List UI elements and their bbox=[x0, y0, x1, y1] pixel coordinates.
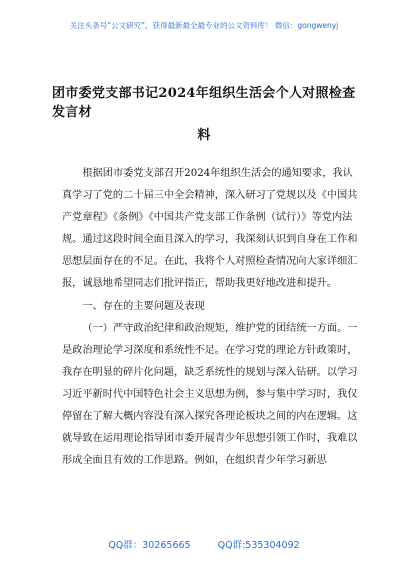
qq-group-1: QQ群：30265665 bbox=[108, 540, 191, 551]
body-paragraph: （一）严守政治纪律和政治规矩，维护党的团结统一方面。一是政治理论学习深度和系统性不足。在学习党的理论方针政策时，我存在明显的碎片化问题，缺乏系统性的规划与深入钻研。以学习习近平新时代中国特色社会主义思想为例，参与集中学习时，我仅停留在了解大概内容没有深入探究各理论板块之间的内在逻辑。这就导致在运用理论指导团市委开展青少年思想引领工作时，我难以形成全面且有效的工作思路。例如，在组织青少年学习新思 bbox=[62, 322, 358, 467]
section-heading: 一、存在的主要问题及表现 bbox=[82, 300, 205, 312]
document-title-continued: 料 bbox=[197, 128, 211, 143]
document-body bbox=[62, 163, 358, 472]
document-title: 团市委党支部书记2024年组织生活会个人对照检查发言材 bbox=[52, 86, 356, 120]
intro-paragraph: 根据团市委党支部召开2024年组织生活会的通知要求，我认真学习了党的二十届三中全会精神，深入研习了党规以及《中国共产党章程》《条例》《中国共产党支部工作条例（试行）》等党内法规。通过这段时间全面且深入的学习，我深刻认识到自身在工作和思想层面存在的不足。在此，我将个人对照检查情况向大家详细汇报，诚恳地希望同志们批评指正，帮助我更好地改进和提升。 bbox=[62, 168, 358, 290]
footer-contact bbox=[0, 537, 408, 551]
header-note: 关注头条号“公文研究”，获得最新最全最专业的公文资料库！ 微信：gongwenyj bbox=[69, 21, 339, 30]
qq-group-2: QQ群:535304092 bbox=[217, 540, 300, 551]
